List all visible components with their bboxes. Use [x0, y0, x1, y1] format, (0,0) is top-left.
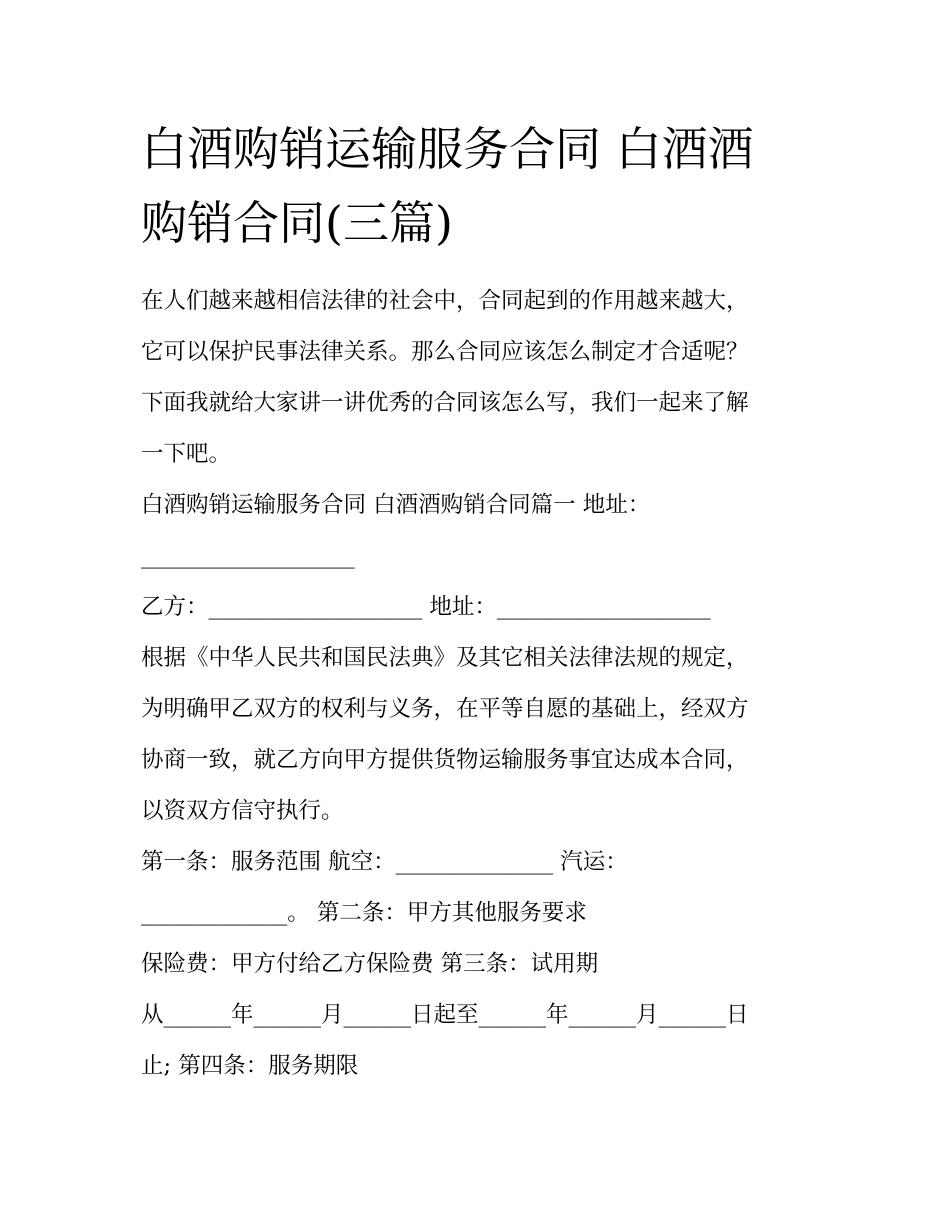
title-line-1: 白酒购销运输服务合同 白酒酒 — [141, 122, 754, 176]
body-line-basis-1: 根据《中华人民共和国民法典》及其它相关法律法规的规定， — [141, 645, 749, 671]
body-line-intro-4: 一下吧。 — [141, 441, 232, 467]
body-line-basis-3: 协商一致，就乙方向甲方提供货物运输服务事宜达成本合同， — [141, 747, 749, 773]
body-line-basis-4: 以资双方信守执行。 — [141, 798, 344, 824]
title-line-2: 购销合同(三篇) — [141, 196, 453, 250]
body-line-intro-3: 下面我就给大家讲一讲优秀的合同该怎么写，我们一起来了解 — [141, 390, 749, 416]
body-line-trial-period: 从______年______月______日起至______年______月______日 — [141, 1002, 749, 1028]
body-line-article-4: 止; 第四条：服务期限 — [141, 1053, 359, 1079]
body-line-section-heading: 白酒购销运输服务合同 白酒酒购销合同篇一 地址： — [141, 492, 651, 518]
body-line-address-blank: ___________________ — [141, 543, 355, 569]
body-line-party-b: 乙方：___________________ 地址：___________________ — [141, 594, 711, 620]
body-line-intro-1: 在人们越来越相信法律的社会中，合同起到的作用越来越大， — [141, 288, 749, 314]
body-line-basis-2: 为明确甲乙双方的权利与义务，在平等自愿的基础上，经双方 — [141, 696, 749, 722]
body-line-intro-2: 它可以保护民事法律关系。那么合同应该怎么制定才合适呢？ — [141, 339, 749, 365]
body-line-article-2: _____________。 第二条：甲方其他服务要求 — [141, 900, 587, 926]
body-line-article-3: 保险费：甲方付给乙方保险费 第三条：试用期 — [141, 951, 599, 977]
document-body — [141, 276, 831, 1092]
document-title — [141, 112, 841, 260]
body-line-article-1: 第一条：服务范围 航空：______________ 汽运： — [141, 849, 628, 875]
